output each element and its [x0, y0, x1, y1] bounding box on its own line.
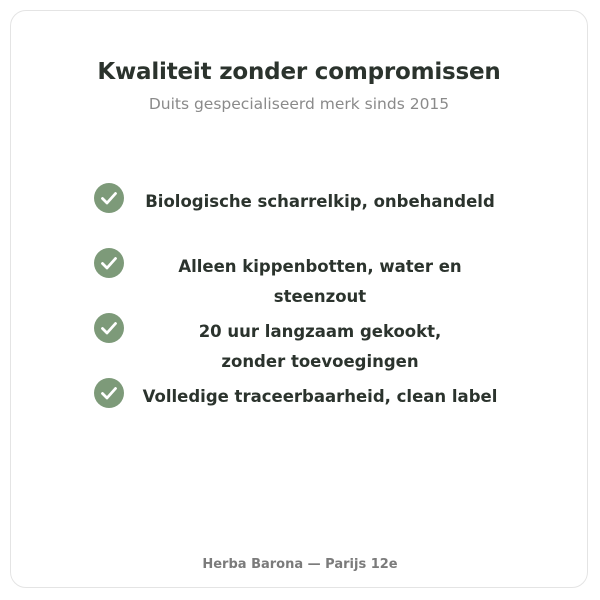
- footer-brand: Herba Barona — Parijs 12e: [202, 557, 398, 572]
- feature-text: Volledige traceerbaarheid, clean label: [142, 387, 498, 406]
- page-subtitle: Duits gespecialiseerd merk sinds 2015: [148, 95, 450, 113]
- feature-text: 20 uur langzaam gekookt, zonder toevoegingen: [198, 322, 442, 371]
- check-circle-icon: [94, 248, 124, 278]
- check-circle-icon: [94, 183, 124, 213]
- feature-text: Biologische scharrelkip, onbehandeld: [145, 192, 495, 211]
- check-circle-icon: [94, 378, 124, 408]
- page-title: Kwaliteit zonder compromissen: [97, 59, 501, 85]
- feature-text: Alleen kippenbotten, water en steenzout: [178, 257, 462, 306]
- check-circle-icon: [94, 313, 124, 343]
